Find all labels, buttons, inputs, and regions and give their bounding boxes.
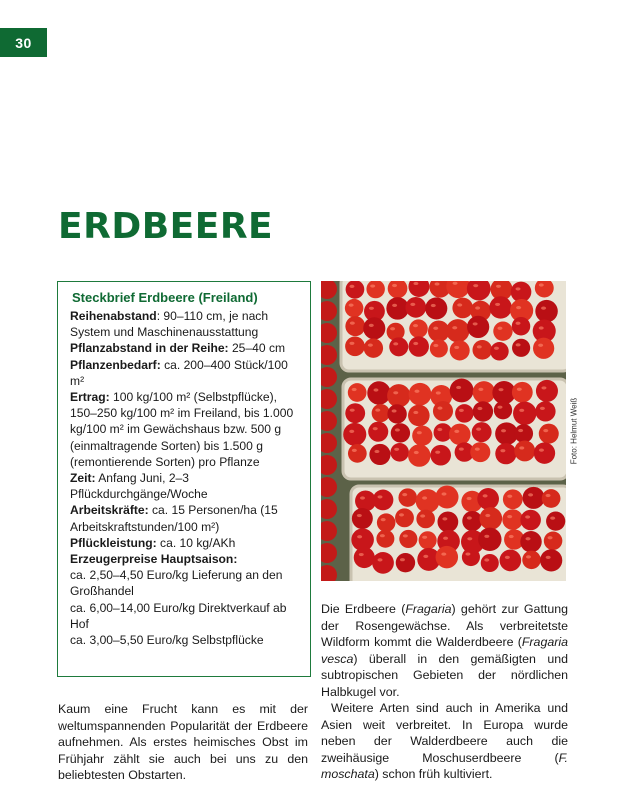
profile-entry (70, 340, 302, 356)
strawberry (373, 490, 394, 511)
strawberry-highlight (477, 407, 482, 410)
strawberry-highlight (496, 285, 501, 288)
strawberry (387, 384, 410, 407)
strawberry (539, 424, 559, 444)
strawberry (419, 531, 437, 549)
strawberry-highlight (413, 342, 418, 345)
strawberry (343, 423, 366, 446)
strawberry (354, 547, 375, 568)
strawberry-highlight (473, 322, 478, 325)
strawberry-highlight (483, 494, 488, 497)
entry-value: ca. 200–400 Stück/100 m² (70, 357, 288, 388)
strawberry-highlight (437, 406, 442, 409)
strawberry-highlight (539, 449, 544, 452)
strawberry (396, 553, 415, 572)
strawberry-highlight (454, 430, 459, 433)
strawberry (390, 443, 409, 462)
strawberry (467, 316, 489, 338)
entry-label: Erzeugerpreise Hauptsaison: (70, 552, 238, 567)
strawberry (520, 531, 541, 552)
strawberry (512, 317, 530, 335)
strawberry (446, 319, 469, 342)
strawberry-highlight (435, 282, 440, 285)
strawberry-highlight (467, 537, 472, 540)
strawberry-highlight (541, 386, 546, 389)
strawberry-photo-graphic (321, 281, 566, 581)
strawberry-highlight (509, 535, 514, 538)
strawberry (398, 488, 417, 507)
strawberry-highlight (373, 388, 378, 391)
profile-entry (70, 357, 302, 389)
strawberry-highlight (501, 429, 506, 432)
strawberry-highlight (349, 342, 354, 345)
strawberry-highlight (457, 303, 462, 306)
strawberry-highlight (550, 517, 555, 520)
article-column (321, 601, 568, 783)
entry-label: Zeit: (70, 471, 96, 486)
strawberry-highlight (507, 515, 512, 518)
strawberry-highlight (548, 536, 553, 539)
strawberry-highlight (456, 386, 461, 389)
strawberry (473, 381, 496, 404)
strawberry-highlight (543, 429, 548, 432)
strawberry-highlight (352, 449, 357, 452)
entry-label: Ertrag: (70, 390, 110, 405)
strawberry-highlight (392, 284, 397, 287)
latin-name: Fragaria vesca (321, 635, 568, 666)
strawberry (372, 404, 390, 422)
profile-entry (70, 389, 302, 470)
strawberry-highlight (433, 327, 438, 330)
strawberry (352, 508, 373, 529)
strawberry (503, 489, 523, 509)
strawberry (433, 401, 453, 421)
strawberry (450, 379, 474, 403)
strawberry (478, 528, 501, 551)
strawberry (348, 444, 367, 463)
strawberry (512, 382, 533, 403)
strawberry-highlight (475, 306, 480, 309)
strawberry (523, 487, 545, 509)
entry-label: Pflückleistung: (70, 535, 157, 550)
entry-value: : 90–110 cm, je nach System und Maschinenausstattung (70, 309, 269, 340)
strawberry (489, 296, 511, 318)
strawberry (542, 489, 561, 508)
strawberry (430, 339, 448, 357)
strawberry (455, 404, 474, 423)
strawberry (462, 511, 482, 531)
strawberry (494, 401, 512, 419)
strawberry-highlight (467, 497, 472, 500)
strawberry-highlight (442, 492, 447, 495)
strawberry-highlight (413, 411, 418, 414)
strawberry (395, 508, 414, 527)
strawberry (513, 402, 536, 425)
strawberry (364, 338, 383, 357)
strawberry-highlight (484, 558, 489, 561)
strawberry (514, 440, 535, 461)
strawberry (345, 316, 365, 336)
strawberry-highlight (390, 327, 395, 330)
strawberry (472, 422, 492, 442)
profile-entry (70, 502, 302, 534)
entry-label: Reihenabstand (70, 309, 157, 323)
strawberry-highlight (484, 535, 489, 538)
strawberry (430, 445, 451, 466)
strawberry-highlight (414, 390, 419, 393)
strawberry-highlight (528, 493, 533, 496)
strawberry (493, 322, 512, 341)
strawberry-highlight (357, 514, 362, 517)
profile-box (57, 281, 311, 677)
latin-name: F. moschata (321, 750, 568, 781)
strawberry (472, 340, 492, 360)
strawberry-highlight (516, 287, 521, 290)
strawberry-highlight (402, 493, 407, 496)
strawberry (391, 423, 410, 442)
strawberry (546, 512, 565, 531)
strawberry-highlight (435, 451, 440, 454)
strawberry-highlight (349, 285, 354, 288)
strawberry-highlight (518, 429, 523, 432)
strawberry (533, 338, 554, 359)
strawberry-highlight (459, 447, 464, 450)
strawberry (412, 426, 432, 446)
strawberry (520, 510, 541, 531)
strawberry (544, 532, 563, 551)
strawberry-highlight (422, 536, 427, 539)
strawberry-highlight (369, 307, 374, 310)
strawberry-highlight (497, 406, 502, 409)
strawberry (376, 530, 394, 548)
strawberry (387, 404, 406, 423)
latin-name: Fragaria (405, 602, 452, 616)
strawberry (540, 549, 562, 571)
strawberry-highlight (373, 427, 378, 430)
strawberry (348, 383, 367, 402)
entry-value: ca. 15 Personen/ha (15 Arbeitskraftstunden/100 m²) (70, 503, 278, 534)
entry-value: 25–40 cm (228, 341, 286, 356)
strawberry-highlight (467, 516, 472, 519)
strawberry-highlight (375, 408, 380, 411)
strawberry-highlight (437, 428, 442, 431)
strawberry-highlight (357, 535, 362, 538)
strawberry-highlight (441, 552, 446, 555)
strawberry-highlight (360, 496, 365, 499)
profile-title: Steckbrief Erdbeere (Freiland) (72, 290, 258, 305)
strawberry-highlight (423, 555, 428, 558)
strawberry-highlight (516, 306, 521, 309)
profile-entry (70, 535, 302, 551)
entry-value: ca. 10 kg/AKh (156, 535, 236, 550)
price-line: ca. 6,00–14,00 Euro/kg Direktverkauf ab Hof (70, 600, 287, 631)
strawberry-highlight (431, 304, 436, 307)
strawberry (372, 552, 394, 574)
strawberry (405, 297, 426, 318)
strawberry-highlight (494, 347, 499, 350)
strawberry-highlight (380, 534, 385, 537)
strawberry-highlight (349, 430, 354, 433)
strawberry-highlight (495, 303, 500, 306)
strawberry-highlight (370, 284, 375, 287)
strawberry-highlight (485, 514, 490, 517)
strawberry-highlight (350, 409, 355, 412)
strawberry-highlight (392, 409, 397, 412)
strawberry (408, 405, 430, 427)
strawberry-highlight (538, 344, 543, 347)
strawberry-highlight (505, 556, 510, 559)
strawberry (473, 401, 493, 421)
strawberry-highlight (368, 344, 373, 347)
strawberry-highlight (507, 495, 512, 498)
entry-label: Pflanzenbedarf: (70, 357, 161, 372)
strawberry (425, 297, 447, 319)
strawberry-highlight (413, 282, 418, 285)
profile-entry (70, 551, 302, 567)
strawberry (512, 339, 530, 357)
strawberry-highlight (420, 514, 425, 517)
strawberry (502, 509, 523, 530)
strawberry-highlight (349, 304, 354, 307)
strawberry-highlight (539, 326, 544, 329)
strawberry-highlight (417, 431, 422, 434)
strawberry-highlight (540, 407, 545, 410)
strawberry (452, 298, 473, 319)
strawberry (345, 336, 365, 356)
strawberry (386, 297, 409, 320)
strawberry-highlight (546, 556, 551, 559)
strawberry-highlight (473, 284, 478, 287)
strawberry-highlight (442, 517, 447, 520)
strawberry (450, 340, 470, 360)
strawberry (389, 337, 408, 356)
strawberry (500, 550, 522, 572)
strawberry-highlight (399, 513, 404, 516)
strawberry (369, 444, 390, 465)
strawberry (490, 342, 508, 360)
strawberry-photo (321, 281, 566, 581)
strawberry-highlight (369, 324, 374, 327)
strawberry (477, 488, 499, 510)
strawberry (479, 507, 502, 530)
strawberry (409, 383, 432, 406)
strawberry-highlight (475, 448, 480, 451)
strawberry-highlight (541, 307, 546, 310)
strawberry-highlight (410, 303, 415, 306)
article-paragraph: Weitere Arten sind auch in Amerika und Asien weit verbreitet. In Europa wurde neben der Walderdbeere auch die zweihäusige Moschuserdbeere (F. moschata) schon früh kultiviert. (321, 701, 568, 781)
strawberry (522, 551, 541, 570)
strawberry (481, 554, 499, 572)
strawberry-highlight (433, 344, 438, 347)
article-paragraph: Die Erdbeere (Fragaria) gehört zur Gattung der Rosengewächse. Als verbreitetste Wildform kommt die Walderdbeere (Fragaria vesca) überall in den gemäßigten und subtropischen Gebieten der nördlichen Halbkugel vor. (321, 602, 569, 699)
strawberry-highlight (459, 409, 464, 412)
strawberry-highlight (453, 282, 458, 285)
strawberry (377, 513, 396, 532)
strawberry (437, 512, 458, 533)
strawberry-highlight (546, 494, 551, 497)
strawberry (535, 401, 555, 421)
strawberry-highlight (378, 495, 383, 498)
price-line: ca. 3,00–5,50 Euro/kg Selbstpflücke (70, 633, 264, 648)
entry-value: 100 kg/100 m² (Selbstpflücke), 150–250 kg/100 m² im Freiland, bis 1.000 kg/100 m² im Gewächshaus bzw. 500 g (einmaltragende Sorten) bis 1.500 g (remontierende Sorten) pro Pflanze (70, 390, 294, 469)
strawberry-highlight (394, 448, 399, 451)
strawberry (535, 300, 557, 322)
strawberry-highlight (422, 496, 427, 499)
strawberry-highlight (413, 324, 418, 327)
strawberry-highlight (477, 345, 482, 348)
page-number: 30 (0, 28, 47, 57)
strawberry-highlight (478, 388, 483, 391)
strawberry-highlight (436, 391, 441, 394)
strawberry-highlight (516, 343, 521, 346)
entry-value: Anfang Juni, 2–3 Pflückdurchgänge/Woche (70, 471, 208, 502)
strawberry-highlight (392, 304, 397, 307)
strawberry (514, 424, 533, 443)
strawberry-highlight (393, 342, 398, 345)
strawberry-highlight (378, 558, 383, 561)
strawberry (409, 319, 428, 338)
strawberry-highlight (359, 553, 364, 556)
strawberry (409, 336, 429, 356)
strawberry (462, 548, 480, 566)
strawberry-highlight (499, 388, 504, 391)
strawberry (368, 422, 388, 442)
strawberry-highlight (350, 322, 355, 325)
strawberry-highlight (476, 428, 481, 431)
strawberry-highlight (452, 326, 457, 329)
strawberry (416, 489, 440, 513)
strawberry-highlight (517, 388, 522, 391)
strawberry-highlight (393, 391, 398, 394)
strawberry (363, 317, 385, 339)
entry-label: Arbeitskräfte: (70, 503, 149, 518)
strawberry-highlight (519, 446, 524, 449)
strawberry (416, 510, 435, 529)
strawberry-highlight (500, 449, 505, 452)
strawberry (345, 403, 365, 423)
strawberry (435, 485, 458, 508)
strawberry (408, 444, 431, 467)
strawberry-highlight (403, 534, 408, 537)
strawberry (345, 299, 363, 317)
profile-entry (70, 308, 302, 340)
strawberry (470, 442, 490, 462)
strawberry-highlight (414, 451, 419, 454)
strawberry-highlight (516, 322, 521, 325)
strawberry (367, 381, 390, 404)
price-line: ca. 2,50–4,50 Euro/kg Lieferung an den Großhandel (70, 568, 283, 599)
photo-credit (566, 281, 582, 581)
entry-label: Pflanzabstand in der Reihe: (70, 341, 229, 356)
strawberry-highlight (374, 450, 379, 453)
strawberry-highlight (454, 346, 459, 349)
strawberry-highlight (525, 515, 530, 518)
strawberry-highlight (526, 555, 531, 558)
strawberry (536, 380, 558, 402)
strawberry (534, 442, 555, 463)
strawberry (399, 530, 417, 548)
page-title: ERDBEERE (58, 206, 274, 247)
strawberry-highlight (443, 537, 448, 540)
strawberry-highlight (400, 558, 405, 561)
strawberry-highlight (519, 409, 524, 412)
strawberry-highlight (539, 283, 544, 286)
strawberry-highlight (352, 388, 357, 391)
strawberry (449, 424, 471, 446)
strawberry-highlight (381, 518, 386, 521)
strawberry (436, 546, 458, 568)
profile-entry (70, 470, 302, 502)
intro-paragraph: Kaum eine Frucht kann es mit der weltumspannenden Popularität der Erdbeere aufnehmen. Als erstes heimisches Obst im Frühjahr zählt sie auch bei uns zu den beliebtesten Obstarten. (58, 702, 308, 782)
strawberry-highlight (526, 537, 531, 540)
strawberry-highlight (395, 428, 400, 431)
strawberry-highlight (465, 552, 470, 555)
strawberry (495, 443, 516, 464)
strawberry-highlight (497, 327, 502, 330)
photo-credit-text: Foto: Helmut Weiß (569, 397, 579, 465)
